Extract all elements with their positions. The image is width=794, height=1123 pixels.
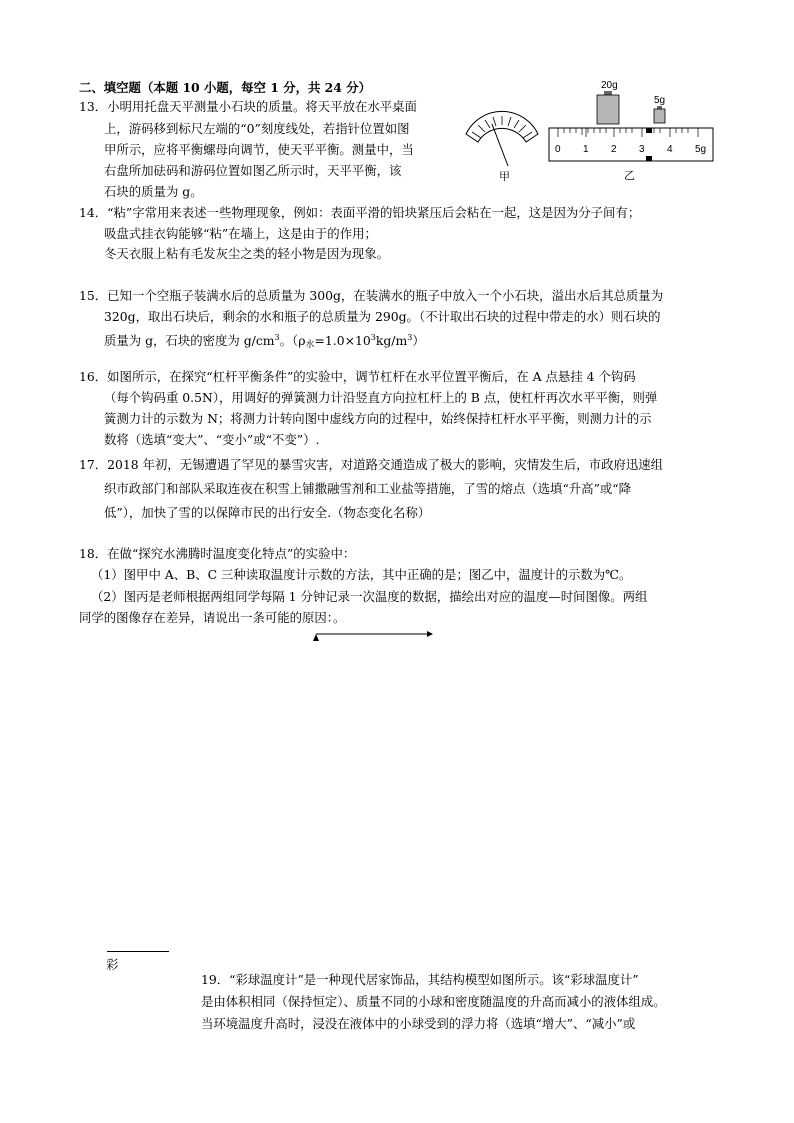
- svg-text:1: 1: [583, 144, 589, 155]
- q16-line-3: 簧测力计的示数为 N；将测力计转向图中虚线方向的过程中，始终保持杠杆水平平衡，则测力计的示: [104, 411, 652, 426]
- q14-line-1: 14．“粘”字常用来表述一些物理现象，例如：表面平滑的铅块紧压后会粘在一起，这是因为分子间有；: [79, 205, 641, 220]
- figure-label-jia: 甲: [499, 171, 510, 183]
- q17-line-3: 低”），加快了雪的以保障市民的出行安全.（物态变化名称）: [104, 505, 431, 520]
- svg-text:3: 3: [639, 144, 645, 155]
- weight-5g: [654, 109, 665, 123]
- q18-line-4: 同学的图像存在差异，请说出一条可能的原因：。: [79, 610, 346, 625]
- q14-line-3: 冬天衣服上粘有毛发灰尘之类的轻小物是因为现象。: [104, 246, 389, 261]
- rule-line: [107, 951, 169, 952]
- q17-line-1: 17．2018 年初，无锡遭遇了罕见的暴雪灾害，对道路交通造成了极大的影响，灾情发生后，市政府迅速组: [79, 457, 664, 472]
- graph-axes-fragment: [309, 626, 435, 642]
- svg-text:0: 0: [555, 144, 561, 155]
- q17-line-2: 织市政部门和部队采取连夜在积雪上铺撒融雪剂和工业盐等措施，了雪的熔点（选填“升高”或“降: [104, 481, 632, 496]
- weight-20g-label: 20g: [601, 80, 618, 91]
- weight-20g: [597, 95, 619, 124]
- q15-line-3: 质量为 g，石块的密度为 $g/cm^3$。$(\rho_水=1.0\times 10^3kg/m^3)$: [104, 333, 425, 350]
- q15-line-1: 15．已知一个空瓶子装满水后的总质量为 300g，在装满水的瓶子中放入一个小石块，溢出水后其总质量为: [79, 288, 664, 303]
- q16-line-2: （每个钩码重 0.5N），用调好的弹簧测力计沿竖直方向拉杠杆上的 B 点，使杠杆再次水平平衡，则弹: [104, 390, 658, 405]
- slider-scale: [549, 128, 713, 161]
- q16-line-1: 16．如图所示，在探究“杠杆平衡条件”的实验中，调节杠杆在水平位置平衡后，在 A 点悬挂 4 个钩码: [79, 369, 636, 384]
- svg-text:2: 2: [611, 144, 617, 155]
- q13-line-3: 甲所示，应将平衡螺母向调节，使天平平衡。测量中，当: [104, 142, 414, 157]
- weight-5g-label: 5g: [654, 95, 666, 106]
- q18-line-2: （1）图甲中 A、B、C 三种读取温度计示数的方法，其中正确的是；图乙中，温度计的示数为℃。: [91, 567, 632, 582]
- svg-text:4: 4: [667, 144, 673, 155]
- q18-line-3: （2）图丙是老师根据两组同学每隔 1 分钟记录一次温度的数据，描绘出对应的温度—时间图像。两组: [91, 589, 648, 604]
- q16-line-4: 数将（选填“变大”、“变小”或“不变”）.: [104, 432, 320, 447]
- q13-line-2: 上，游码移到标尺左端的“0”刻度线处，若指针位置如图: [104, 121, 410, 136]
- q13-line-1: 13．小明用托盘天平测量小石块的质量。将天平放在水平桌面: [79, 99, 417, 114]
- q15-line-2: 320g，取出石块后，剩余的水和瓶子的总质量为 290g。（不计取出石块的过程中带走的水）则石块的: [104, 309, 661, 324]
- q19-fragment: 彩: [106, 957, 119, 972]
- section-title: 二、填空题（本题 10 小题，每空 1 分，共 24 分）: [79, 80, 372, 95]
- figure-label-yi: 乙: [624, 170, 635, 182]
- slider-rider-bottom: [646, 156, 652, 161]
- svg-text:5g: 5g: [695, 144, 707, 155]
- q14-line-2: 吸盘式挂衣钩能够“粘”在墙上，这是由于的作用；: [104, 226, 377, 241]
- q19-line-3: 当环境温度升高时，浸没在液体中的小球受到的浮力将（选填“增大”、“减小”或: [201, 1016, 636, 1031]
- q18-line-1: 18．在做“探究水沸腾时温度变化特点”的实验中：: [79, 546, 356, 561]
- q19-line-2: 是由体积相同（保持恒定）、质量不同的小球和密度随温度的升高而减小的液体组成。: [201, 994, 666, 1009]
- balance-dial-figure: [462, 104, 544, 184]
- q13-line-5: 石块的质量为 g。: [104, 184, 203, 199]
- slider-rider-top: [646, 128, 652, 133]
- weights-scale-figure: [546, 76, 716, 184]
- q13-line-4: 右盘所加砝码和游码位置如图乙所示时，天平平衡，该: [104, 163, 402, 178]
- q19-line-1: 19．“彩球温度计”是一种现代居家饰品，其结构模型如图所示。该“彩球温度计”: [201, 972, 639, 987]
